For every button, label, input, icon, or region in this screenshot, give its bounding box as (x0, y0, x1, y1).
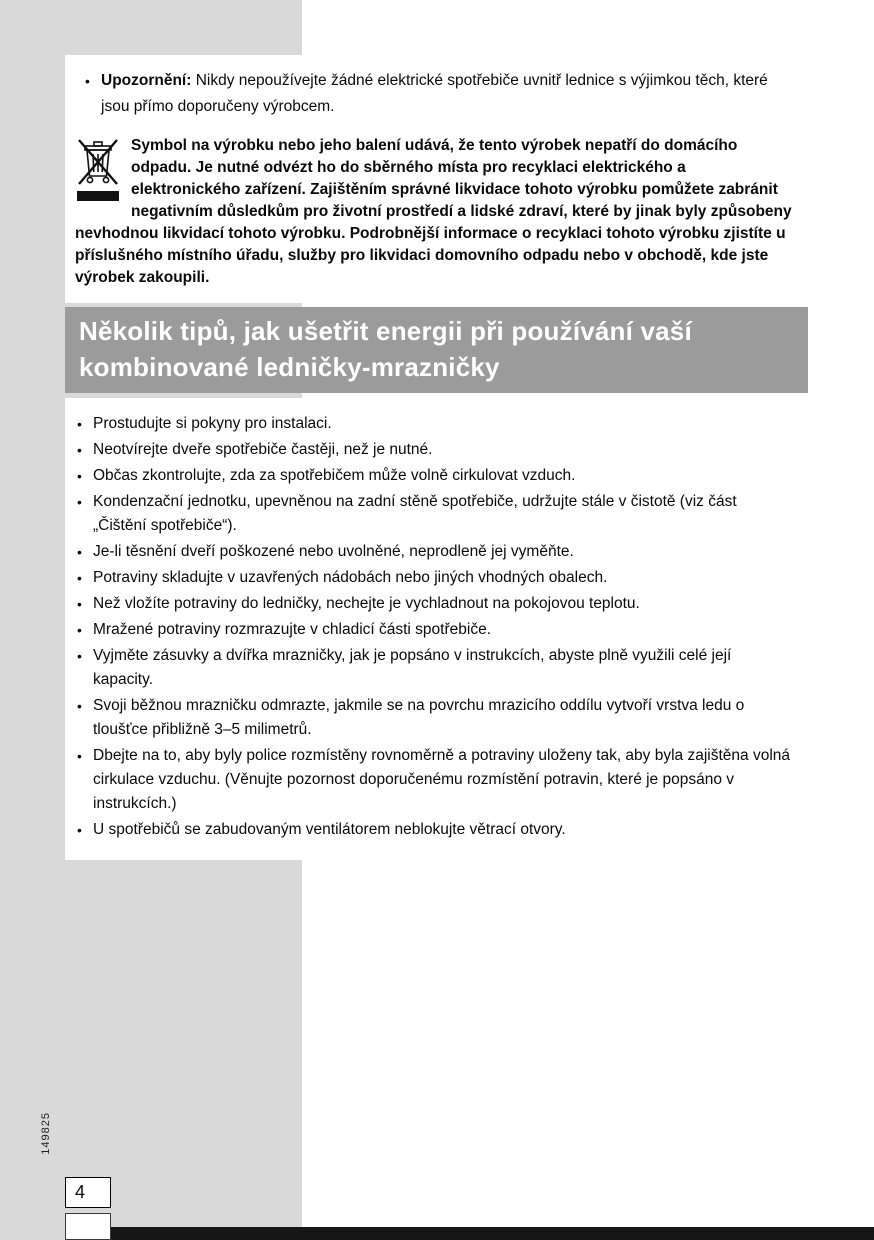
page-number: 4 (75, 1182, 86, 1202)
tip-item (77, 412, 794, 436)
tip-item (77, 490, 794, 538)
weee-text: Symbol na výrobku nebo jeho balení udává, že tento výrobek nepatří do domácího odpadu. Je nutné odvézt ho do sběrného místa pro recyklaci elektrického a elektronického zařízení. Zajištěním správné likvidace tohoto výrobku pomůžete zabránit negativním důsledkům pro životní prostředí a lidské zdraví, které by jinak byly způsobeny nevhodnou likvidací tohoto výrobku. Podrobnější informace o recyklaci tohoto výrobku zjistíte u příslušného místního úřadu, služby pro likvidaci domovního odpadu nebo v obchodě, kde jste výrobek zakoupili. (75, 137, 792, 286)
bullet-icon: • (77, 822, 82, 838)
tip-text: Než vložíte potraviny do ledničky, nechejte je vychladnout na pokojovou teplotu. (93, 595, 640, 612)
notice-paragraph (75, 68, 794, 120)
weee-black-bar (77, 191, 119, 201)
section-title-banner (65, 307, 808, 393)
tip-item (77, 464, 794, 488)
bullet-icon: • (77, 416, 82, 432)
weee-crossed-out-bin-icon (77, 138, 121, 201)
bullet-icon: • (77, 442, 82, 458)
tip-text: Je-li těsnění dveří poškozené nebo uvolněné, neprodleně jej vyměňte. (93, 543, 574, 560)
notice-label: Upozornění: (101, 72, 192, 89)
tip-item (77, 744, 794, 816)
tip-text: Dbejte na to, aby byly police rozmístěny rovnoměrně a potraviny uloženy tak, aby byla zajištěna volná cirkulace vzduchu. (Věnujte pozornost doporučenému rozmístění potravin, které je popsáno v instrukcích.) (93, 747, 791, 812)
bullet-icon: • (77, 468, 82, 484)
tip-text: Kondenzační jednotku, upevněnou na zadní stěně spotřebiče, udržujte stále v čistotě (viz část „Čištění spotřebiče“). (93, 493, 737, 534)
tip-item (77, 566, 794, 590)
notice-text: Nikdy nepoužívejte žádné elektrické spotřebiče uvnitř lednice s výjimkou těch, které jsou přímo doporučeny výrobcem. (101, 72, 768, 115)
section-title: Několik tipů, jak ušetřit energii při používání vaší kombinované ledničky-mrazničky (79, 316, 692, 382)
warnings-block (65, 55, 808, 303)
tip-item (77, 438, 794, 462)
tip-item (77, 818, 794, 842)
bullet-icon: • (77, 698, 82, 714)
bottom-edge-bar (65, 1227, 874, 1240)
tip-text: Prostudujte si pokyny pro instalaci. (93, 415, 332, 432)
tip-text: Potraviny skladujte v uzavřených nádobách nebo jiných vhodných obalech. (93, 569, 608, 586)
tip-item (77, 540, 794, 564)
tips-list (77, 412, 794, 842)
next-page-edge-box (65, 1213, 111, 1240)
tip-text: Mražené potraviny rozmrazujte v chladicí části spotřebiče. (93, 621, 491, 638)
document-code: 149825 (40, 1112, 52, 1155)
tips-block (65, 398, 808, 860)
page-number-box (65, 1177, 111, 1208)
tip-text: Neotvírejte dveře spotřebiče častěji, než je nutné. (93, 441, 433, 458)
tip-text: U spotřebičů se zabudovaným ventilátorem neblokujte větrací otvory. (93, 821, 566, 838)
bullet-icon: • (85, 73, 90, 89)
tip-text: Svoji běžnou mrazničku odmrazte, jakmile se na povrchu mrazicího oddílu vytvoří vrstva ledu o tloušťce přibližně 3–5 milimetrů. (93, 697, 745, 738)
weee-paragraph (75, 135, 794, 289)
bullet-icon: • (77, 748, 82, 764)
bullet-icon: • (77, 544, 82, 560)
bullet-icon: • (77, 596, 82, 612)
bullet-icon: • (77, 570, 82, 586)
tip-text: Vyjměte zásuvky a dvířka mrazničky, jak je popsáno v instrukcích, abyste plně využili celé její kapacity. (93, 647, 732, 688)
tip-item (77, 618, 794, 642)
bullet-icon: • (77, 494, 82, 510)
tip-item (77, 592, 794, 616)
bullet-icon: • (77, 648, 82, 664)
tip-item (77, 644, 794, 692)
tip-text: Občas zkontrolujte, zda za spotřebičem může volně cirkulovat vzduch. (93, 467, 576, 484)
tip-item (77, 694, 794, 742)
bullet-icon: • (77, 622, 82, 638)
